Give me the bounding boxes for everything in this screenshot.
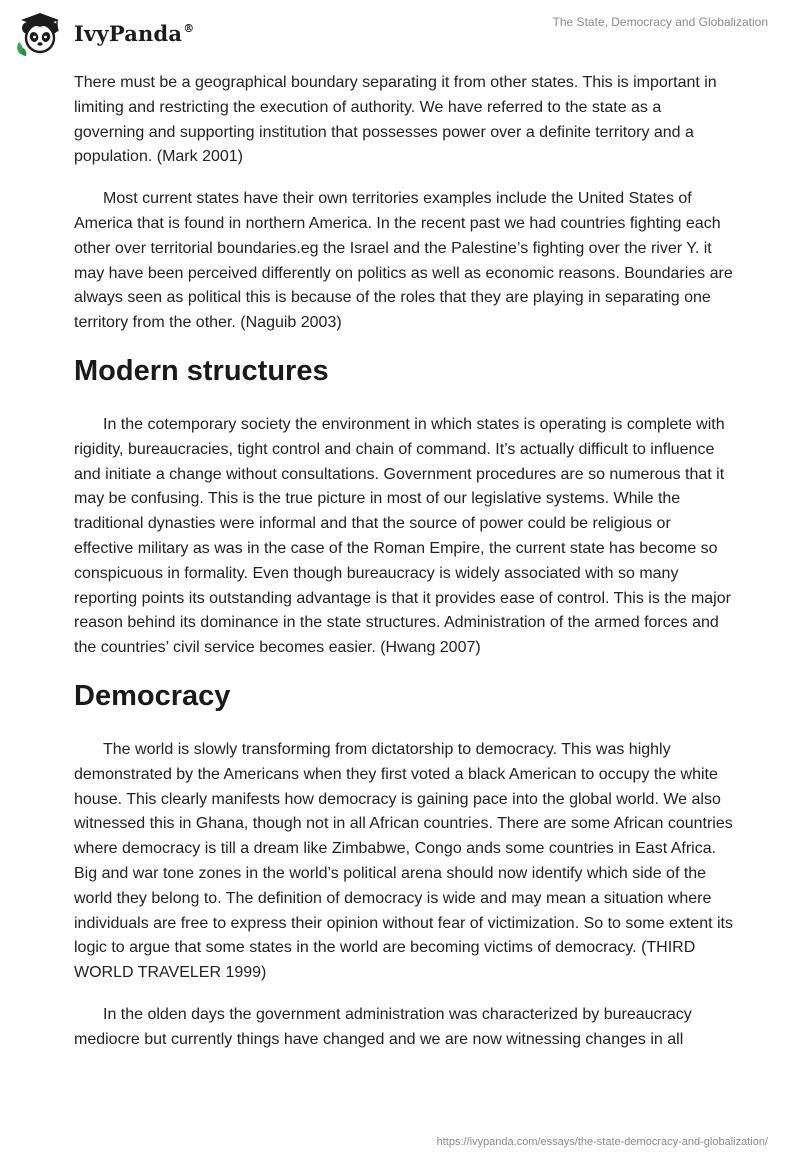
section-heading-democracy: Democracy <box>74 679 231 712</box>
registered-mark: ® <box>183 21 195 35</box>
paragraph: There must be a geographical boundary separating it from other states. This is important in limiting and restricting the execution of authority. We have referred to the state as a governing and supporting institution that possesses power over a definite territory and a population. (Mark 2001) <box>74 74 717 166</box>
paragraph: In the cotemporary society the environment in which states is operating is complete with rigidity, bureaucracies, tight control and chain of command. It’s actually difficult to influence and initiate a change without consultations. Government procedures are so numerous that it may be confusing. This is the true picture in most of our legislative systems. While the traditional dynasties were informal and that the source of power could be religious or effective military as was in the case of the Roman Empire, the current state has become so conspicuous in formality. Even though bureaucracy is widely associated with so many reporting points its outstanding advantage is that it provides ease of control. This is the major reason behind its dominance in the state structures. Administration of the armed forces and the countries’ civil service becomes easier. (Hwang 2007) <box>74 415 731 657</box>
ivypanda-logo[interactable] <box>14 8 194 58</box>
panda-graduation-cap-icon <box>14 8 66 58</box>
document-title: The State, Democracy and Globalization <box>552 15 768 29</box>
brand-name: IvyPanda® <box>74 20 195 46</box>
page-header <box>0 0 800 70</box>
section-heading-modern-structures: Modern structures <box>74 354 329 387</box>
paragraph: The world is slowly transforming from dictatorship to democracy. This was highly demonstrated by the Americans when they first voted a black American to occupy the white house. This clearly manifests how democracy is gaining pace into the global world. We also witnessed this in Ghana, though not in all African countries. There are some African countries where democracy is till a dream like Zimbabwe, Congo ands some countries in East Africa. Big and war tone zones in the world’s political arena should now identify which side of the world they belong to. The definition of democracy is wide and may mean a situation where individuals are free to express their opinion without fear of victimization. So to some extent its logic to argue that some states in the world are becoming victims of democracy. (THIRD WORLD TRAVELER 1999) <box>74 740 733 982</box>
source-url[interactable]: https://ivypanda.com/essays/the-state-democracy-and-globalization/ <box>436 1136 768 1148</box>
paragraph: Most current states have their own territories examples include the United States of America that is found in northern America. In the recent past we had countries fighting each other over territorial boundaries.eg the Israel and the Palestine’s fighting over the river Y. it may have been perceived differently on politics as well as economic reasons. Boundaries are always seen as political this is because of the roles that they are playing in separating one territory from the other. (Naguib 2003) <box>74 190 733 332</box>
essay-content <box>74 71 734 1070</box>
paragraph: In the olden days the government administration was characterized by bureaucracy mediocre but currently things have changed and we are now witnessing changes in all <box>74 1005 692 1048</box>
